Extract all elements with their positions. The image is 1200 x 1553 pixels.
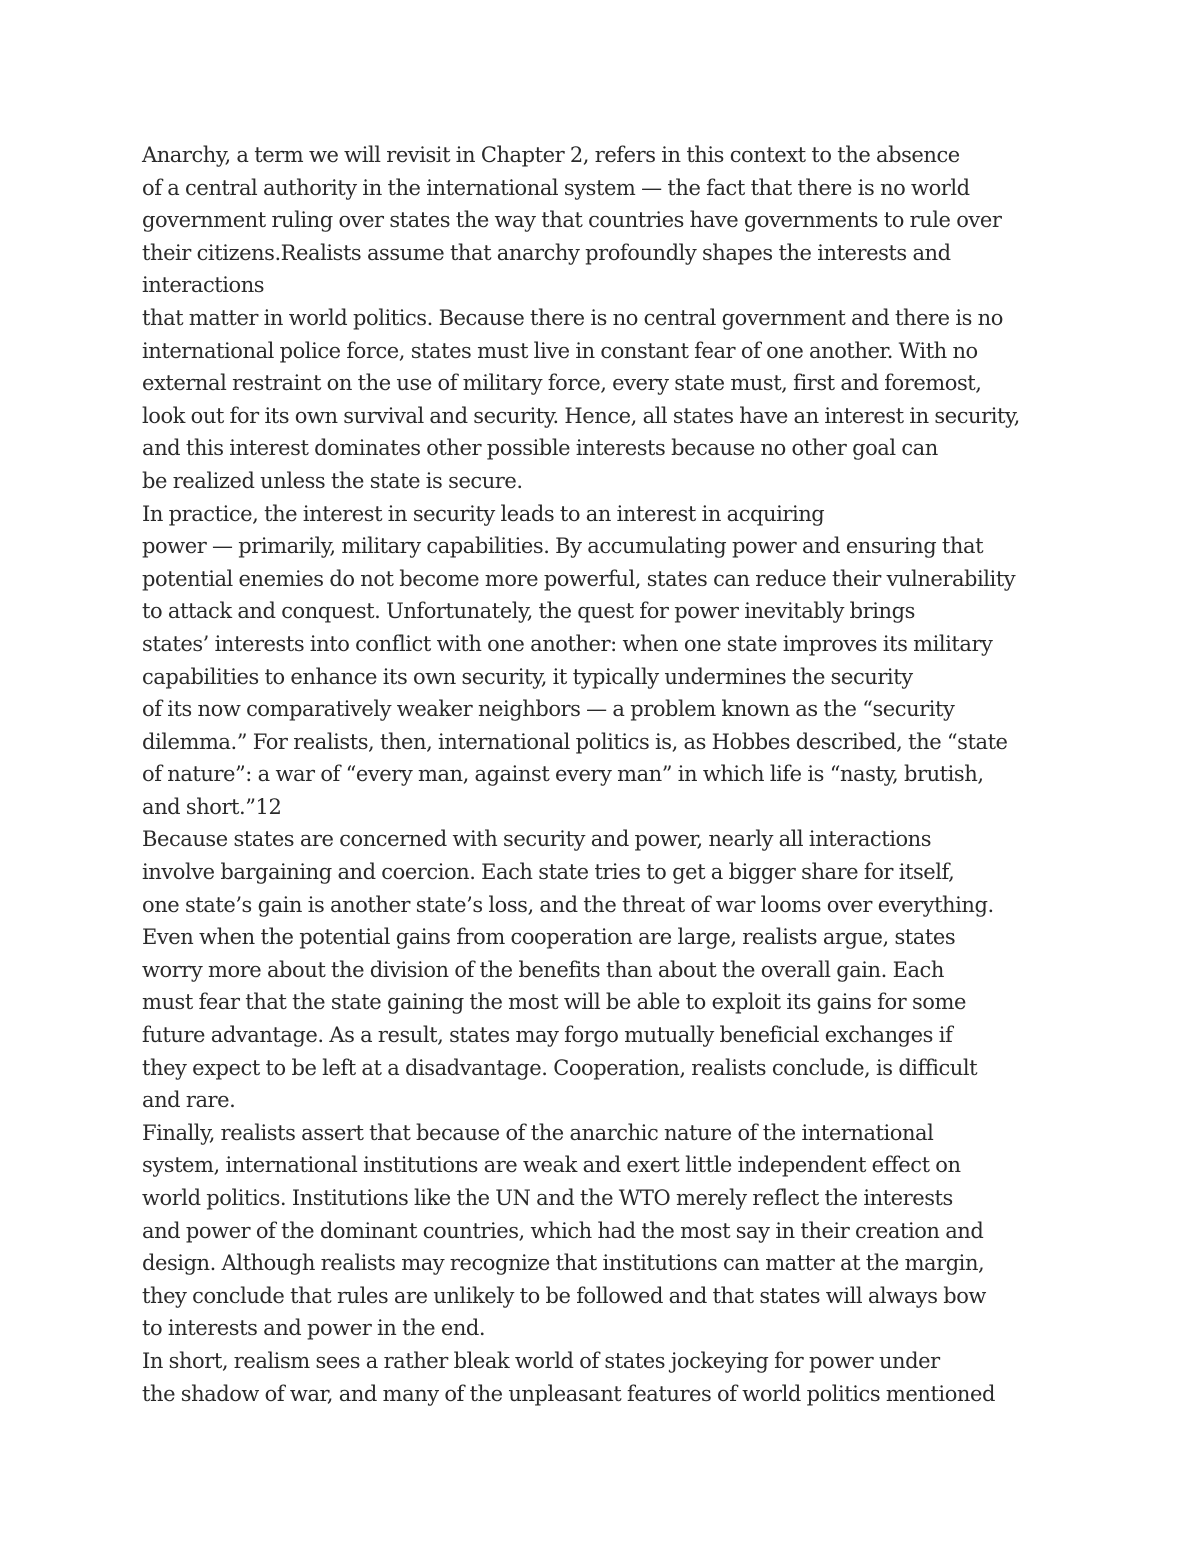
text-line: dilemma.” For realists, then, international politics is, as Hobbes described, the “state [142, 729, 1008, 754]
text-line: and power of the dominant countries, which had the most say in their creation and [142, 1218, 984, 1243]
text-line: their citizens.Realists assume that anarchy profoundly shapes the interests and [142, 240, 951, 265]
text-line: of a central authority in the international system — the fact that there is no world [142, 175, 970, 200]
text-line: to interests and power in the end. [142, 1316, 486, 1341]
text-line: In short, realism sees a rather bleak world of states jockeying for power under [142, 1348, 940, 1373]
text-line: design. Although realists may recognize that institutions can matter at the margin, [142, 1251, 985, 1276]
text-line: government ruling over states the way that countries have governments to rule over [142, 208, 1002, 233]
text-line: Because states are concerned with security and power, nearly all interactions [142, 827, 932, 852]
text-line: potential enemies do not become more powerful, states can reduce their vulnerability [142, 566, 1016, 591]
text-line: that matter in world politics. Because there is no central government and there is no [142, 305, 1003, 330]
text-line: must fear that the state gaining the most will be able to exploit its gains for some [142, 990, 966, 1015]
text-line: states’ interests into conflict with one another: when one state improves its military [142, 631, 993, 656]
text-line: one state’s gain is another state’s loss, and the threat of war looms over everything. [142, 892, 994, 917]
text-line: Anarchy, a term we will revisit in Chapter 2, refers in this context to the absence [142, 143, 960, 167]
text-line: Even when the potential gains from cooperation are large, realists argue, states [142, 925, 956, 950]
text-line: involve bargaining and coercion. Each state tries to get a bigger share for itself, [142, 860, 955, 885]
text-line: of nature”: a war of “every man, against every man” in which life is “nasty, brutish, [142, 762, 984, 787]
text-line: interactions [142, 273, 265, 298]
text-line: they conclude that rules are unlikely to be followed and that states will always bow [142, 1283, 986, 1308]
text-line: worry more about the division of the benefits than about the overall gain. Each [142, 957, 944, 982]
text-line: capabilities to enhance its own security, it typically undermines the security [142, 664, 913, 689]
text-line: they expect to be left at a disadvantage. Cooperation, realists conclude, is difficult [142, 1055, 978, 1080]
text-line: be realized unless the state is secure. [142, 468, 523, 493]
text-line: system, international institutions are weak and exert little independent effect on [142, 1153, 961, 1178]
text-line: international police force, states must live in constant fear of one another. With no [142, 338, 978, 363]
text-line: world politics. Institutions like the UN and the WTO merely reflect the interests [142, 1186, 953, 1210]
text-line: power — primarily, military capabilities. By accumulating power and ensuring that [142, 534, 984, 559]
text-line: of its now comparatively weaker neighbors — a problem known as the “security [142, 697, 955, 722]
text-line: and this interest dominates other possible interests because no other goal can [142, 436, 938, 461]
text-line: the shadow of war, and many of the unpleasant features of world politics mentioned [142, 1381, 995, 1406]
text-line: In practice, the interest in security leads to an interest in acquiring [142, 501, 825, 526]
body-text [142, 139, 1152, 1410]
text-line: and rare. [142, 1088, 236, 1113]
text-line: look out for its own survival and security. Hence, all states have an interest in security, [142, 403, 1020, 428]
text-line: external restraint on the use of military force, every state must, first and foremost, [142, 371, 982, 396]
text-line: and short.”12 [142, 794, 282, 819]
text-line: to attack and conquest. Unfortunately, the quest for power inevitably brings [142, 599, 915, 624]
text-line: Finally, realists assert that because of the anarchic nature of the international [142, 1120, 934, 1145]
text-line: future advantage. As a result, states may forgo mutually beneficial exchanges if [142, 1023, 953, 1048]
